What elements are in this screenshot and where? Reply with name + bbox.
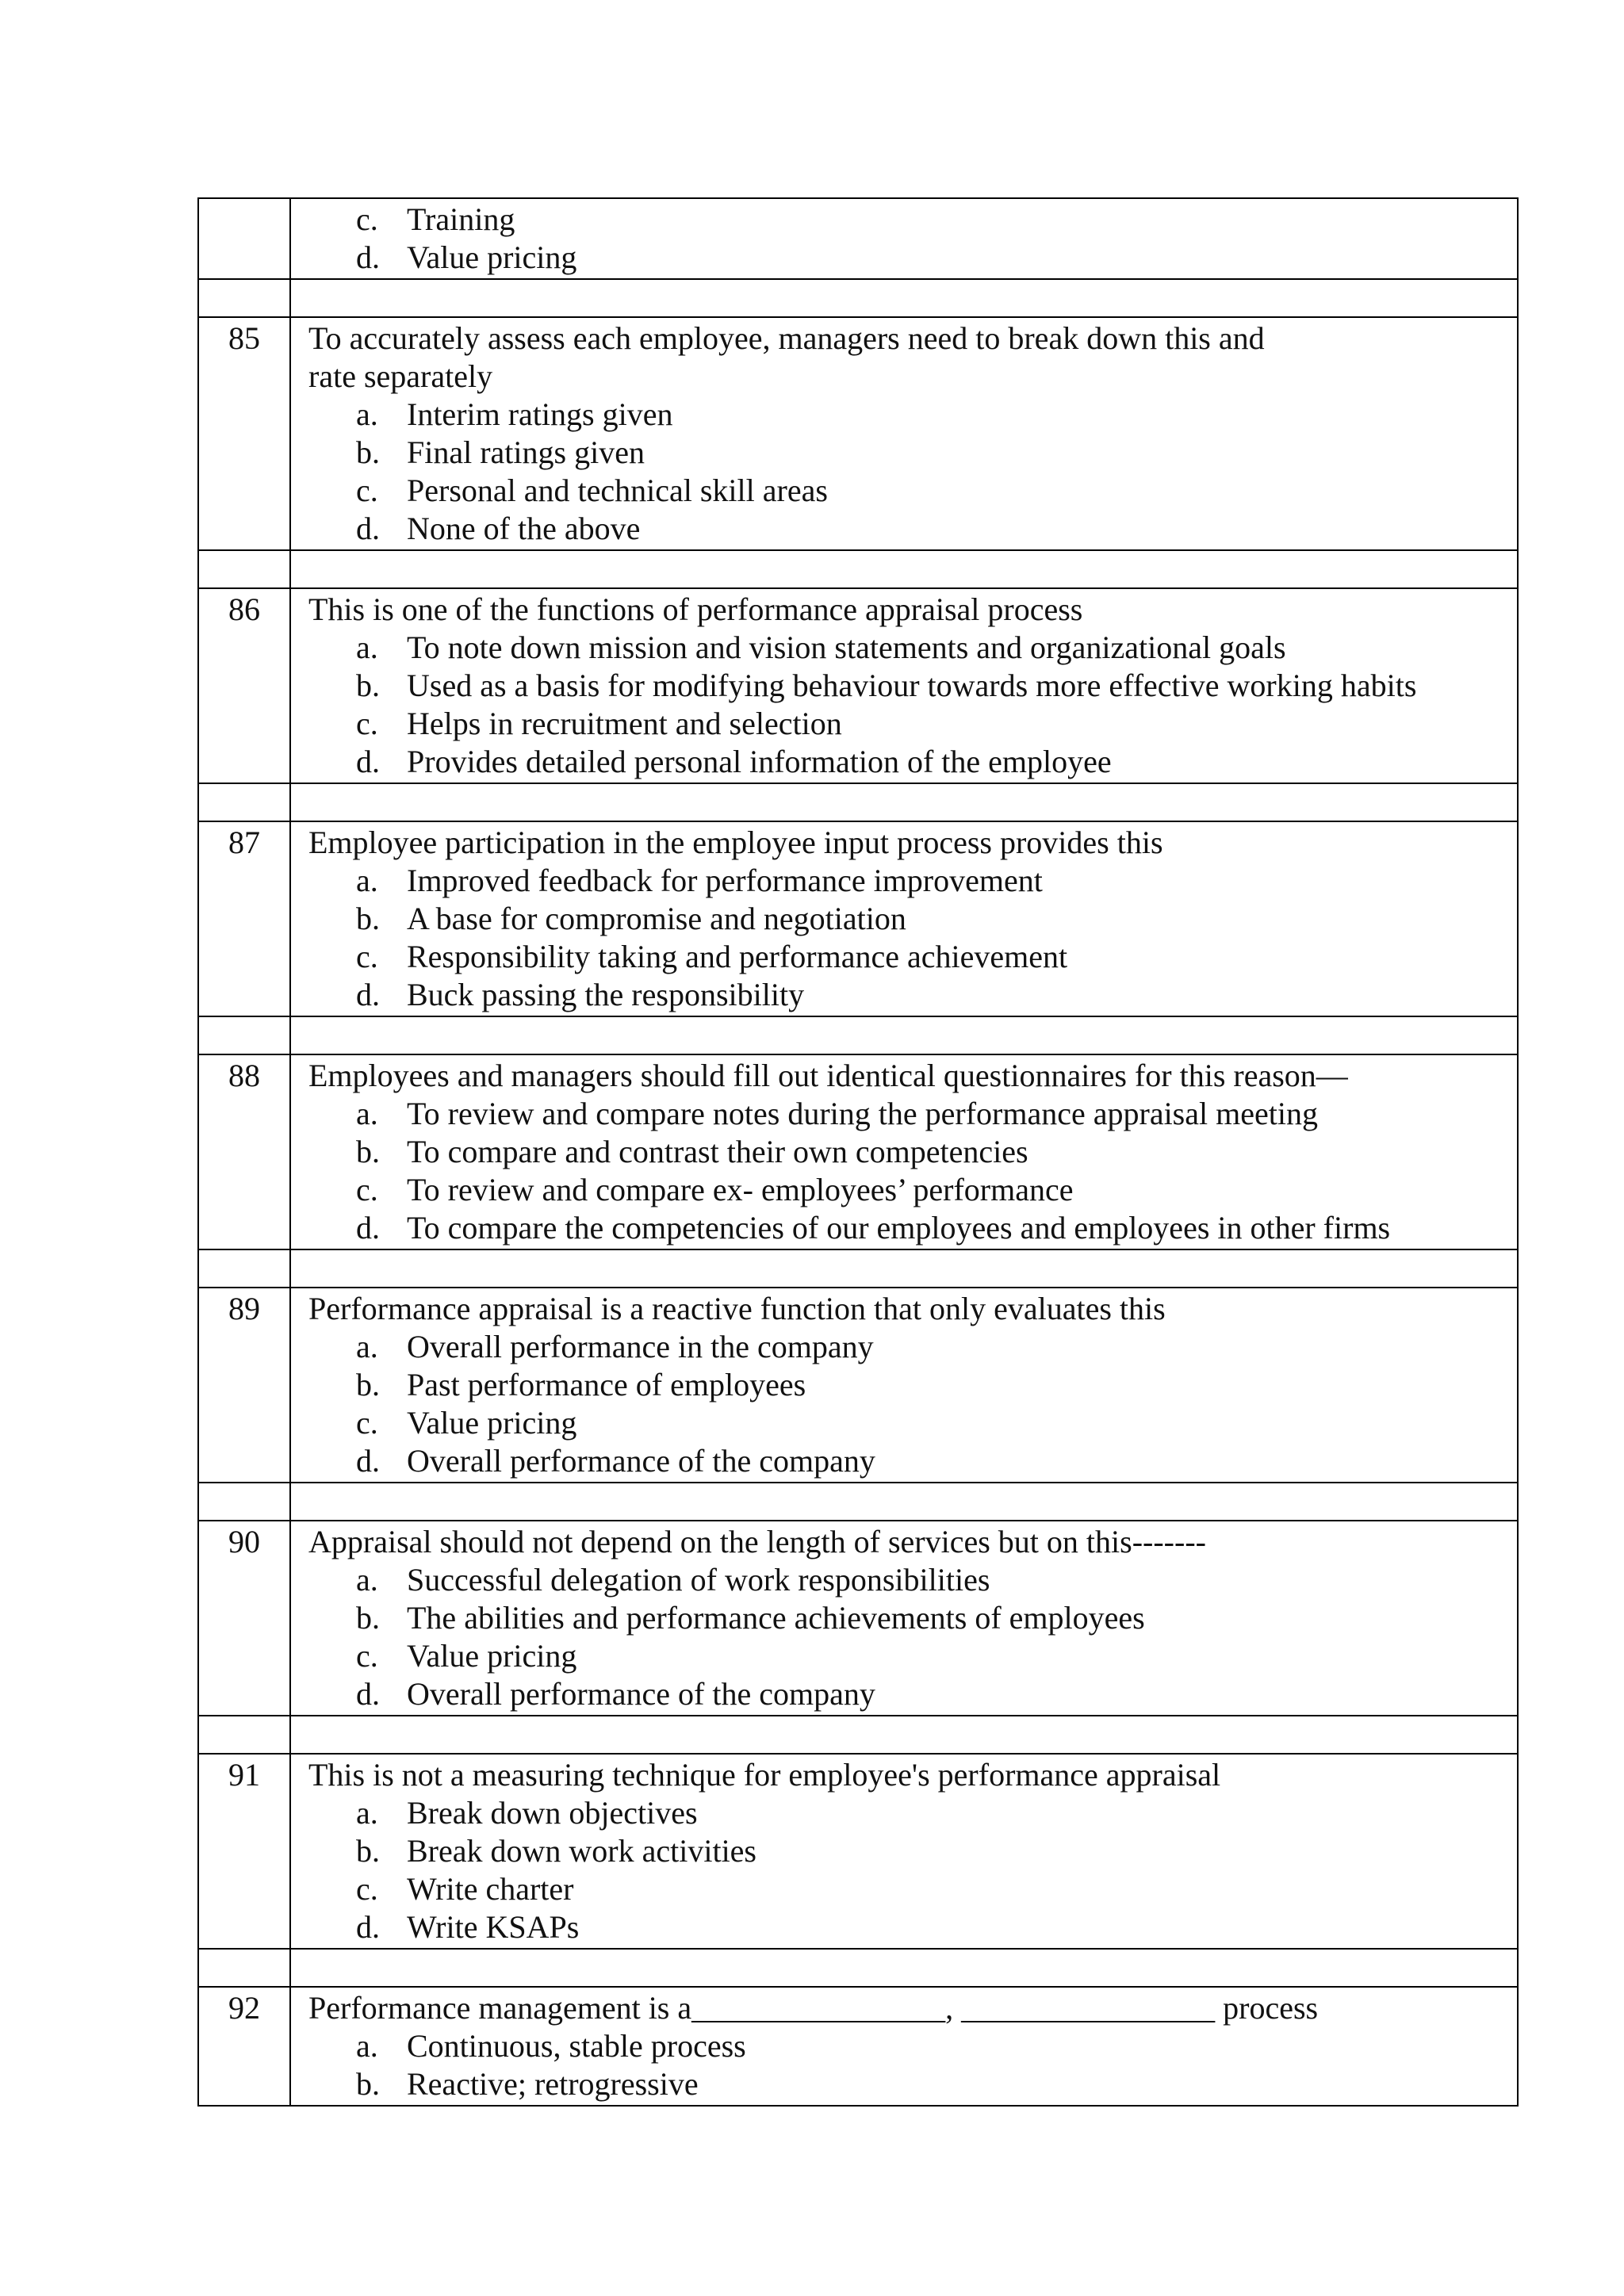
option-letter: a. [356, 1096, 378, 1131]
option-line [308, 1442, 1501, 1480]
question-cell [290, 198, 1518, 279]
option-letter: c. [356, 201, 378, 237]
question-row [198, 1288, 1518, 1483]
question-cell [290, 1288, 1518, 1483]
question-cell [290, 588, 1518, 783]
option-line [308, 472, 1501, 510]
option-letter: a. [356, 2028, 378, 2064]
option-line [308, 201, 1501, 239]
option-line [308, 1870, 1501, 1908]
option-letter: a. [356, 1562, 378, 1598]
option-line [308, 1404, 1501, 1442]
option-text: Interim ratings given [407, 396, 673, 432]
option-letter: c. [356, 1871, 378, 1907]
option-letter: c. [356, 706, 378, 741]
option-text: None of the above [407, 511, 641, 546]
question-number: 85 [198, 317, 290, 550]
question-number: 90 [198, 1521, 290, 1716]
option-text: Value pricing [407, 1638, 577, 1674]
option-line [308, 1133, 1501, 1171]
question-stem: This is not a measuring technique for employee's performance appraisal [308, 1757, 1221, 1793]
question-number: 91 [198, 1754, 290, 1949]
option-text: Overall performance of the company [407, 1676, 875, 1712]
option-letter: d. [356, 977, 380, 1012]
option-text: Responsibility taking and performance achievement [407, 939, 1068, 974]
option-letter: c. [356, 1638, 378, 1674]
option-text: Improved feedback for performance improvement [407, 863, 1043, 898]
option-line [308, 862, 1501, 900]
question-cell [290, 1054, 1518, 1249]
option-line [308, 743, 1501, 781]
option-line [308, 434, 1501, 472]
option-letter: b. [356, 1600, 380, 1636]
question-row [198, 1987, 1518, 2106]
option-line [308, 900, 1501, 938]
option-text: A base for compromise and negotiation [407, 901, 906, 936]
option-line [308, 629, 1501, 667]
spacer-cell [198, 1949, 290, 1987]
option-letter: b. [356, 901, 380, 936]
option-text: To review and compare notes during the performance appraisal meeting [407, 1096, 1318, 1131]
spacer-cell [198, 783, 290, 821]
option-text: Reactive; retrogressive [407, 2066, 699, 2102]
question-row [198, 317, 1518, 550]
question-table [197, 197, 1519, 2107]
spacer-row [198, 1249, 1518, 1288]
question-row [198, 1521, 1518, 1716]
continued-row [198, 198, 1518, 279]
option-text: Write charter [407, 1871, 574, 1907]
option-line [308, 1599, 1501, 1637]
question-stem: To accurately assess each employee, managers need to break down this and [308, 320, 1265, 356]
option-line [308, 2027, 1501, 2065]
spacer-cell [198, 1016, 290, 1054]
spacer-cell [290, 783, 1518, 821]
option-letter: d. [356, 744, 380, 779]
option-line [308, 1675, 1501, 1713]
question-cell [290, 1521, 1518, 1716]
option-line [308, 1209, 1501, 1247]
option-text: Break down objectives [407, 1795, 698, 1831]
spacer-cell [290, 1716, 1518, 1754]
option-text: Used as a basis for modifying behaviour towards more effective working habits [407, 668, 1417, 703]
option-line [308, 1637, 1501, 1675]
option-letter: a. [356, 1329, 378, 1364]
option-line [308, 1794, 1501, 1832]
option-text: Write KSAPs [407, 1909, 580, 1945]
spacer-cell [290, 1483, 1518, 1521]
spacer-row [198, 783, 1518, 821]
option-line [308, 239, 1501, 277]
option-line [308, 667, 1501, 705]
option-text: Training [407, 201, 515, 237]
option-text: Final ratings given [407, 434, 645, 470]
option-line [308, 1561, 1501, 1599]
option-text: Buck passing the responsibility [407, 977, 805, 1012]
option-letter: d. [356, 511, 380, 546]
spacer-row [198, 1016, 1518, 1054]
option-line [308, 510, 1501, 548]
question-stem: Employee participation in the employee input process provides this [308, 825, 1163, 860]
question-stem: Performance appraisal is a reactive function that only evaluates this [308, 1291, 1166, 1326]
spacer-cell [198, 279, 290, 317]
question-row [198, 1054, 1518, 1249]
option-letter: b. [356, 434, 380, 470]
option-letter: c. [356, 1172, 378, 1207]
spacer-cell [290, 1949, 1518, 1987]
question-cell [290, 1987, 1518, 2106]
question-stem: Employees and managers should fill out identical questionnaires for this reason— [308, 1058, 1348, 1093]
option-letter: b. [356, 1367, 380, 1402]
option-letter: c. [356, 1405, 378, 1441]
question-number: 88 [198, 1054, 290, 1249]
option-letter: d. [356, 1210, 380, 1246]
option-text: Value pricing [407, 239, 577, 275]
option-text: The abilities and performance achievements of employees [407, 1600, 1145, 1636]
question-stem: Performance management is a________________, ________________ process [308, 1990, 1319, 2026]
option-text: Continuous, stable process [407, 2028, 746, 2064]
option-line [308, 1832, 1501, 1870]
option-line [308, 396, 1501, 434]
spacer-row [198, 1716, 1518, 1754]
question-cell [290, 821, 1518, 1016]
question-cell [290, 1754, 1518, 1949]
option-line [308, 1908, 1501, 1946]
option-text: To compare and contrast their own competencies [407, 1134, 1028, 1169]
question-number: 92 [198, 1987, 290, 2106]
option-text: To review and compare ex- employees’ performance [407, 1172, 1074, 1207]
question-cell [290, 317, 1518, 550]
spacer-cell [198, 1483, 290, 1521]
question-number-cell [198, 198, 290, 279]
option-line [308, 1328, 1501, 1366]
option-letter: a. [356, 396, 378, 432]
option-text: Overall performance in the company [407, 1329, 874, 1364]
question-number: 86 [198, 588, 290, 783]
question-stem: rate separately [308, 358, 493, 394]
spacer-cell [198, 550, 290, 588]
option-letter: b. [356, 2066, 380, 2102]
option-text: Helps in recruitment and selection [407, 706, 842, 741]
option-line [308, 938, 1501, 976]
option-text: To compare the competencies of our employees and employees in other firms [407, 1210, 1391, 1246]
option-text: Overall performance of the company [407, 1443, 875, 1479]
option-line [308, 976, 1501, 1014]
option-line [308, 705, 1501, 743]
option-letter: d. [356, 1909, 380, 1945]
spacer-cell [290, 550, 1518, 588]
option-line [308, 1366, 1501, 1404]
option-letter: b. [356, 1833, 380, 1869]
option-line [308, 1095, 1501, 1133]
option-letter: c. [356, 473, 378, 508]
spacer-row [198, 1483, 1518, 1521]
option-text: Past performance of employees [407, 1367, 806, 1402]
spacer-cell [290, 1249, 1518, 1288]
question-number: 87 [198, 821, 290, 1016]
question-row [198, 821, 1518, 1016]
spacer-row [198, 550, 1518, 588]
option-letter: d. [356, 1676, 380, 1712]
question-stem: This is one of the functions of performance appraisal process [308, 591, 1083, 627]
spacer-cell [290, 1016, 1518, 1054]
spacer-cell [290, 279, 1518, 317]
question-number: 89 [198, 1288, 290, 1483]
option-letter: b. [356, 1134, 380, 1169]
option-text: Value pricing [407, 1405, 577, 1441]
option-text: Successful delegation of work responsibilities [407, 1562, 990, 1598]
spacer-cell [198, 1716, 290, 1754]
spacer-row [198, 1949, 1518, 1987]
question-row [198, 588, 1518, 783]
option-text: To note down mission and vision statements and organizational goals [407, 629, 1286, 665]
option-letter: a. [356, 629, 378, 665]
option-line [308, 1171, 1501, 1209]
option-text: Break down work activities [407, 1833, 756, 1869]
option-text: Personal and technical skill areas [407, 473, 828, 508]
question-stem: Appraisal should not depend on the length of services but on this------- [308, 1524, 1206, 1559]
spacer-cell [198, 1249, 290, 1288]
spacer-row [198, 279, 1518, 317]
option-line [308, 2065, 1501, 2103]
question-row [198, 1754, 1518, 1949]
option-letter: a. [356, 863, 378, 898]
option-text: Provides detailed personal information of the employee [407, 744, 1112, 779]
option-letter: d. [356, 239, 380, 275]
option-letter: a. [356, 1795, 378, 1831]
option-letter: c. [356, 939, 378, 974]
option-letter: b. [356, 668, 380, 703]
option-letter: d. [356, 1443, 380, 1479]
